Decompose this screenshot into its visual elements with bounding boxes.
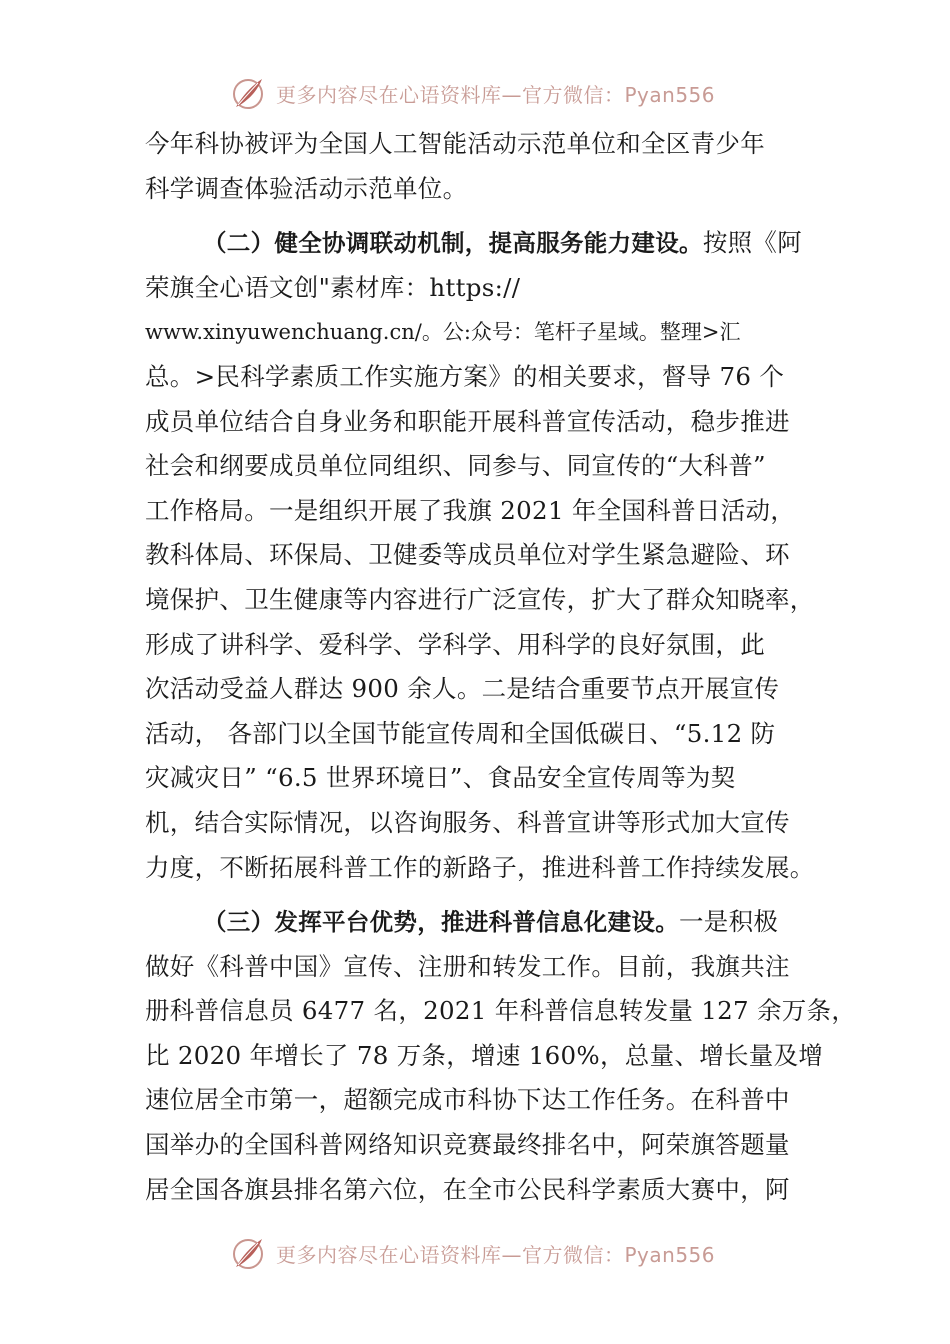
document-body [145,122,857,1212]
quill-logo-icon [228,1233,268,1273]
watermark-text: 更多内容尽在心语资料库—官方微信：Pyan556 [276,1242,716,1267]
text-line: 国举办的全国科普网络知识竞赛最终排名中，阿荣旗答题量 [145,1130,790,1160]
text-line: 教科体局、环保局、卫健委等成员单位对学生紧急避险、环 [145,540,790,570]
text-line: 灾减灾日” “6.5 世界环境日”、食品安全宣传周等为契 [145,763,736,793]
text-line: 册科普信息员 6477 名，2021 年科普信息转发量 127 余万条， [145,996,857,1026]
text-line: 机，结合实际情况，以咨询服务、科普宣讲等形式加大宣传 [145,807,790,837]
text-line: 力度，不断拓展科普工作的新路子，推进科普工作持续发展。 [145,852,815,882]
text-line: 活动， 各部门以全国节能宣传周和全国低碳日、“5.12 防 [145,718,776,748]
header-watermark [228,70,748,116]
section-2-heading: （二）健全协调联动机制，提高服务能力建设。 [203,229,703,258]
text-line: 今年科协被评为全国人工智能活动示范单位和全区青少年 [145,129,765,158]
section-3-first-line [145,900,825,945]
footer-watermark [228,1230,748,1276]
watermark-text: 更多内容尽在心语资料库—官方微信：Pyan556 [276,82,716,107]
text-line: 速位居全市第一，超额完成市科协下达工作任务。在科普中 [145,1085,790,1115]
section-3-heading: （三）发挥平台优势，推进科普信息化建设。 [203,908,679,937]
text-line: 工作格局。一是组织开展了我旗 2021 年全国科普日活动， [145,495,796,525]
section-2-first-line [145,221,825,266]
text-line: 科学调查体验活动示范单位。 [145,173,468,203]
text-line: 居全国各旗县排名第六位，在全市公民科学素质大赛中，阿 [145,1174,790,1204]
text-line: 总。>民科学素质工作实施方案》的相关要求，督导 76 个 [145,361,785,391]
text-line: 境保护、卫生健康等内容进行广泛宣传，扩大了群众知晓率， [145,584,815,614]
text-line: 成员单位结合自身业务和职能开展科普宣传活动，稳步推进 [145,406,790,436]
text-line: 比 2020 年增长了 78 万条，增速 160%，总量、增长量及增 [145,1040,824,1070]
text-line: 社会和纲要成员单位同组织、同参与、同宣传的“大科普” [145,451,766,481]
text-line: 荣旗全心语文创"素材库：https:// [145,272,521,302]
text-line: 做好《科普中国》宣传、注册和转发工作。目前，我旗共注 [145,951,790,981]
text-fragment: 按照《阿 [702,228,803,258]
text-fragment: 一是积极 [679,907,779,937]
text-line: www.xinyuwenchuang.cn/。公:众号：笔杆子星域。整理>汇 [145,320,741,345]
quill-logo-icon [228,73,268,113]
text-line: 形成了讲科学、爱科学、学科学、用科学的良好氛围，此 [145,629,765,659]
text-line: 次活动受益人群达 900 余人。二是结合重要节点开展宣传 [145,674,780,704]
